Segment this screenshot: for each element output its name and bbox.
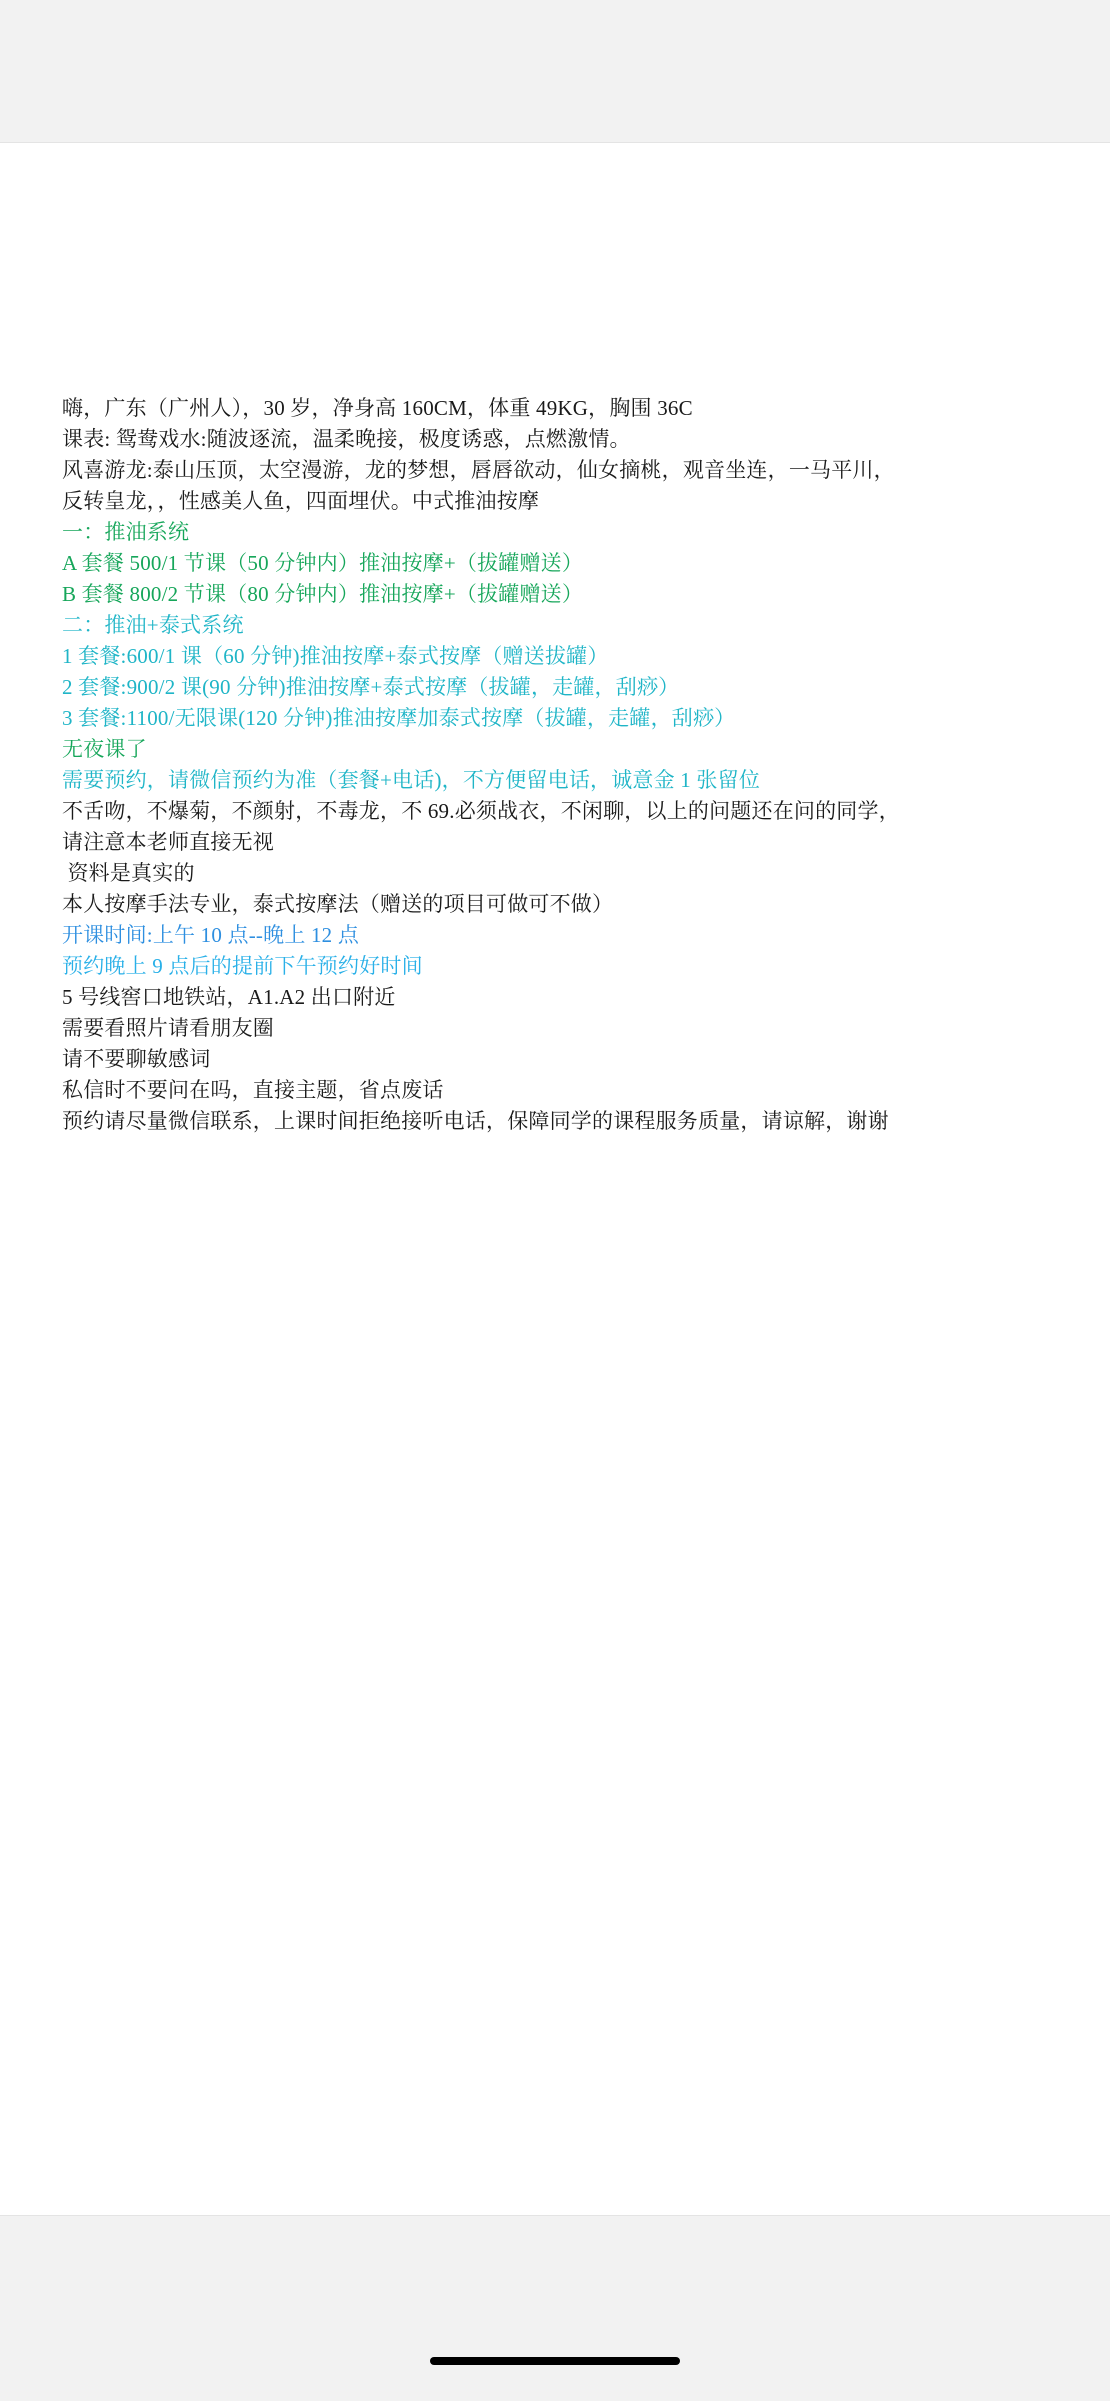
document-line: 风喜游龙:泰山压顶，太空漫游，龙的梦想，唇唇欲动，仙女摘桃，观音坐连，一马平川， xyxy=(62,458,895,482)
document-line: 无夜课了 xyxy=(62,737,147,761)
document-line: 反转皇龙，，性感美人鱼，四面埋伏。中式推油按摩 xyxy=(62,489,540,513)
document-line: 课表: 鸳鸯戏水:随波逐流，温柔晚接，极度诱惑，点燃激情。 xyxy=(62,427,631,451)
content-sheet xyxy=(0,143,1110,2215)
document-line: 请不要聊敏感词 xyxy=(62,1047,211,1071)
document-line: 资料是真实的 xyxy=(62,861,195,885)
document-line: 3 套餐:1100/无限课(120 分钟)推油按摩加泰式按摩（拔罐，走罐，刮痧） xyxy=(62,706,736,730)
document-line: 1 套餐:600/1 课（60 分钟)推油按摩+泰式按摩（赠送拔罐） xyxy=(62,644,609,668)
document-line: 开课时间:上午 10 点--晚上 12 点 xyxy=(62,923,360,947)
document-line: 需要看照片请看朋友圈 xyxy=(62,1016,274,1040)
home-indicator[interactable] xyxy=(430,2357,680,2365)
document-line: 嗨，广东（广州人），30 岁，净身高 160CM，体重 49KG，胸围 36C xyxy=(62,396,693,420)
top-chrome-bar xyxy=(0,0,1110,143)
document-line: 不舌吻，不爆菊，不颜射，不毒龙，不 69.必须战衣，不闲聊，以上的问题还在问的同学， xyxy=(62,799,900,823)
document-line: 本人按摩手法专业，泰式按摩法（赠送的项目可做可不做） xyxy=(62,892,614,916)
document-line: 2 套餐:900/2 课(90 分钟)推油按摩+泰式按摩（拔罐，走罐，刮痧） xyxy=(62,675,680,699)
document-body xyxy=(62,393,1062,1137)
document-line: 请注意本老师直接无视 xyxy=(62,830,274,854)
document-line: 二：推油+泰式系统 xyxy=(62,613,244,637)
document-line: A 套餐 500/1 节课（50 分钟内）推油按摩+（拔罐赠送） xyxy=(62,551,584,575)
document-line: 需要预约，请微信预约为准（套餐+电话)，不方便留电话，诚意金 1 张留位 xyxy=(62,768,761,792)
document-line: 5 号线窖口地铁站，A1.A2 出口附近 xyxy=(62,985,396,1009)
document-line: 私信时不要问在吗，直接主题，省点废话 xyxy=(62,1078,444,1102)
document-line: 预约晚上 9 点后的提前下午预约好时间 xyxy=(62,954,423,978)
bottom-chrome-bar xyxy=(0,2215,1110,2401)
document-line: 一：推油系统 xyxy=(62,520,190,544)
document-line: 预约请尽量微信联系，上课时间拒绝接听电话，保障同学的课程服务质量，请谅解，谢谢 xyxy=(62,1109,889,1133)
document-line: B 套餐 800/2 节课（80 分钟内）推油按摩+（拔罐赠送） xyxy=(62,582,584,606)
